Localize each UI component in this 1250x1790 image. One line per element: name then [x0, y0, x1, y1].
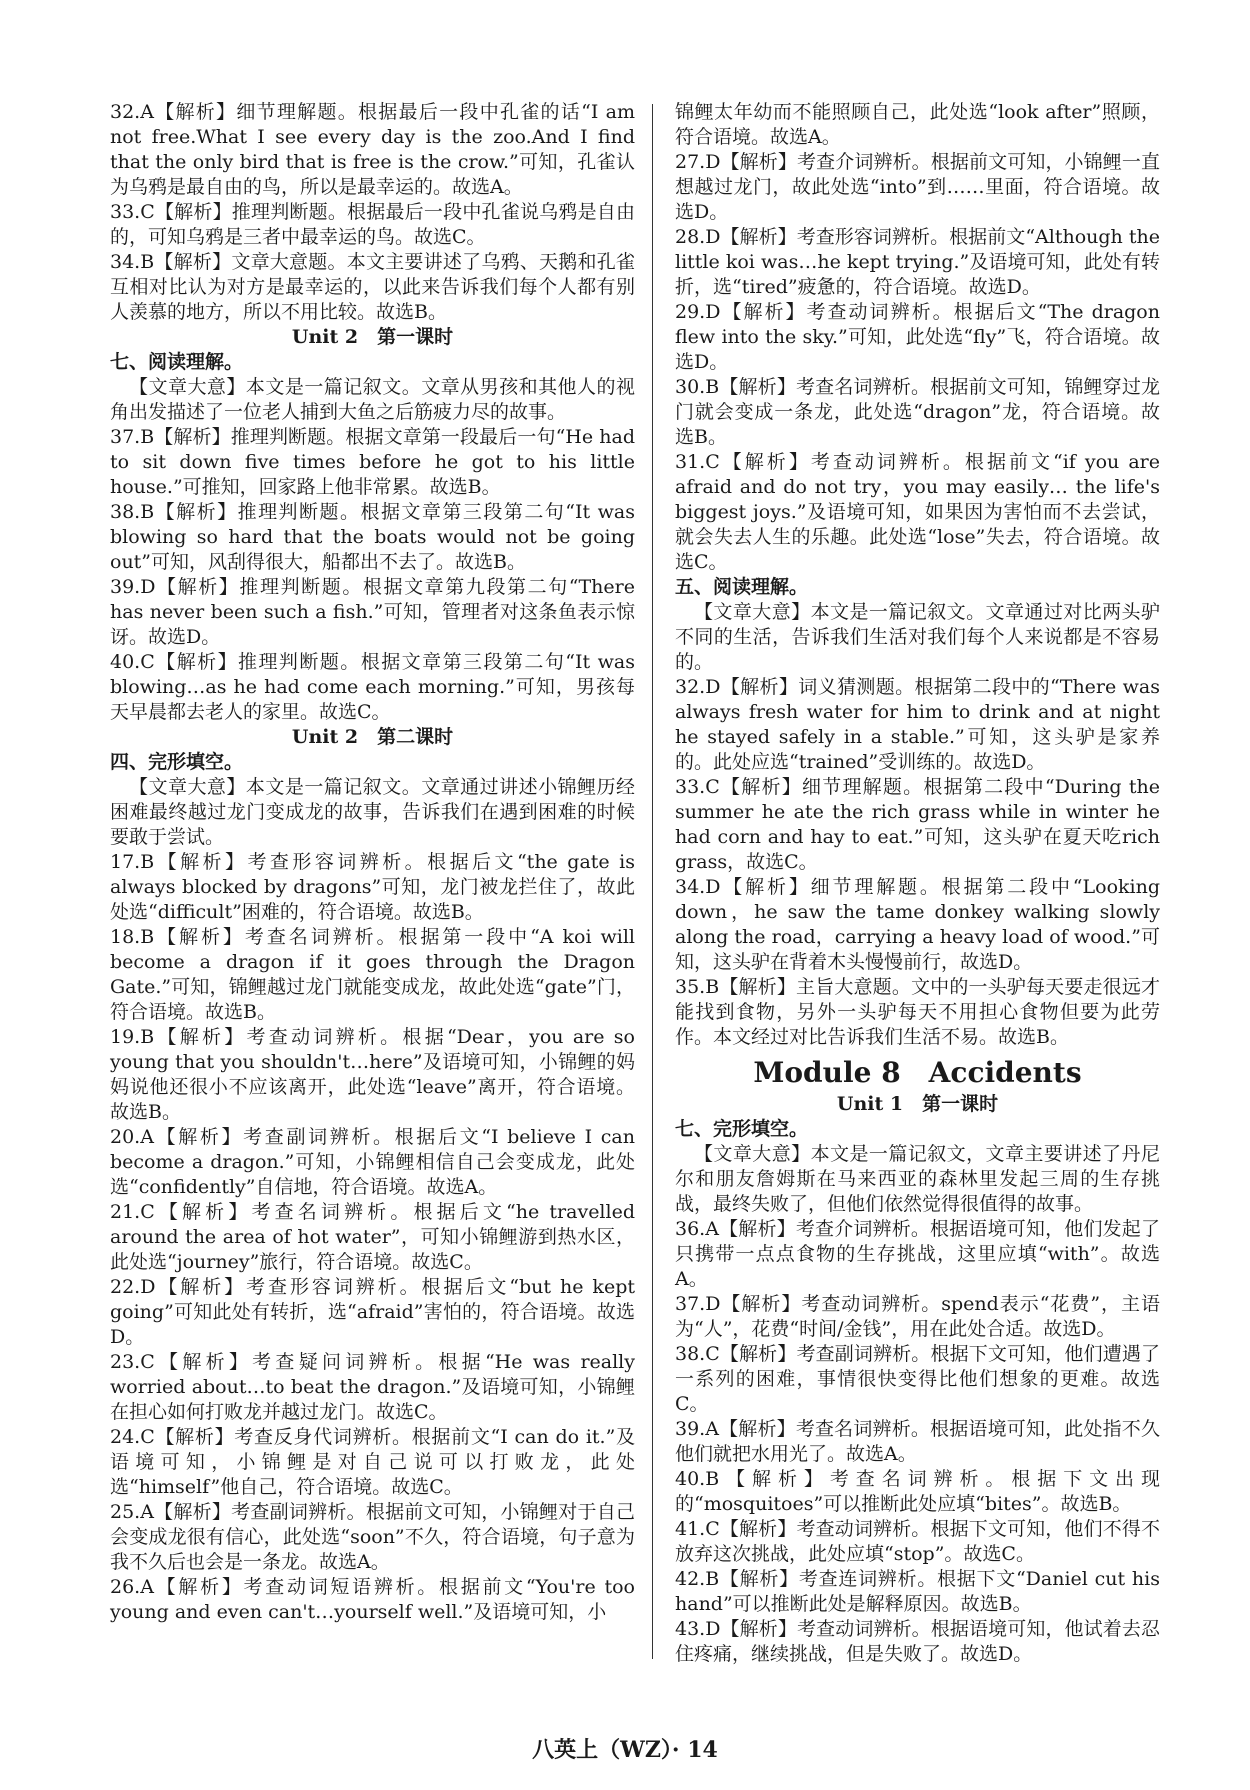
answer-item: 32.A【解析】细节理解题。根据最后一段中孔雀的话“I am not free.What I see every day is the zoo.And I find that the only bird that is free is the crow.”可知，孔雀认为乌鸦是最自由的鸟，所以是最幸运的。故选A。 [110, 101, 635, 198]
answer-item: 23.C【解析】考查疑问词辨析。根据“He was really worried about…to beat the dragon.”及语境可知，小锦鲤在担心如何打败龙并越过龙门。故选C。 [110, 1351, 635, 1423]
answer-item: 18.B【解析】考查名词辨析。根据第一段中“A koi will become a dragon if it goes through the Dragon Gate.”可知，锦鲤越过龙门就能变成龙，故此处选“gate”门，符合语境。故选B。 [110, 926, 635, 1023]
answer-item: 42.B【解析】考查连词辨析。根据下文“Daniel cut his hand”可以推断此处是解释原因。故选B。 [675, 1568, 1160, 1615]
answer-item: 36.A【解析】考查介词辨析。根据语境可知，他们发起了只携带一点点食物的生存挑战，这里应填“with”。故选A。 [675, 1218, 1160, 1290]
answer-item: 30.B【解析】考查名词辨析。根据前文可知，锦鲤穿过龙门就会变成一条龙，此处选“dragon”龙，符合语境。故选B。 [675, 376, 1160, 448]
answer-item: 41.C【解析】考查动词辨析。根据下文可知，他们不得不放弃这次挑战，此处应填“stop”。故选C。 [675, 1518, 1160, 1565]
answer-item: 40.C【解析】推理判断题。根据文章第三段第二句“It was blowing…as he had come each morning.”可知，男孩每天早晨都去老人的家里。故选C。 [110, 651, 635, 723]
answer-item: 17.B【解析】考查形容词辨析。根据后文“the gate is always blocked by dragons”可知，龙门被龙拦住了，故此处选“difficult”困难的，符合语境。故选B。 [110, 851, 635, 923]
answer-item: 35.B【解析】主旨大意题。文中的一头驴每天要走很远才能找到食物，另外一头驴每天不用担心食物但要为此劳作。本文经过对比告诉我们生活不易。故选B。 [675, 976, 1160, 1048]
unit-heading: Unit 2 第一课时 [291, 326, 454, 348]
answer-item: 33.C【解析】推理判断题。根据最后一段中孔雀说乌鸦是自由的，可知乌鸦是三者中最幸运的鸟。故选C。 [110, 201, 635, 248]
unit-heading: Unit 1 第一课时 [836, 1093, 999, 1115]
answer-item: 27.D【解析】考查介词辨析。根据前文可知，小锦鲤一直想越过龙门，故此处选“into”到……里面，符合语境。故选D。 [675, 151, 1160, 223]
answer-item: 24.C【解析】考查反身代词辨析。根据前文“I can do it.”及语境可知，小锦鲤是对自己说可以打败龙，此处选“himself”他自己，符合语境。故选C。 [110, 1426, 635, 1498]
answer-item: 28.D【解析】考查形容词辨析。根据前文“Although the little koi was…he kept trying.”及语境可知，此处有转折，选“tired”疲惫的，符合语境。故选D。 [675, 226, 1160, 298]
answer-item: 38.C【解析】考查副词辨析。根据下文可知，他们遭遇了一系列的困难，事情很快变得比他们想象的更难。故选C。 [675, 1343, 1160, 1415]
answer-item: 39.A【解析】考查名词辨析。根据语境可知，此处指不久他们就把水用光了。故选A。 [675, 1418, 1160, 1465]
answer-item: 20.A【解析】考查副词辨析。根据后文“I believe I can become a dragon.”可知，小锦鲤相信自己会变成龙，此处选“confidently”自信地，符合语境。故选A。 [110, 1126, 635, 1198]
article-summary: 【文章大意】本文是一篇记叙文。文章通过讲述小锦鲤历经困难最终越过龙门变成龙的故事，告诉我们在遇到困难的时候要敢于尝试。 [110, 776, 635, 848]
module-title: Module 8 Accidents [753, 1056, 1082, 1089]
answer-item: 37.D【解析】考查动词辨析。spend表示“花费”，主语为“人”，花费“时间/金钱”，用在此处合适。故选D。 [675, 1293, 1160, 1340]
article-summary: 【文章大意】本文是一篇记叙文，文章主要讲述了丹尼尔和朋友詹姆斯在马来西亚的森林里发起三周的生存挑战，最终失败了，但他们依然觉得很值得的故事。 [675, 1143, 1160, 1215]
section-heading: 五、阅读理解。 [675, 576, 809, 598]
unit-heading: Unit 2 第二课时 [291, 726, 454, 748]
article-summary: 【文章大意】本文是一篇记叙文。文章通过对比两头驴不同的生活，告诉我们生活对我们每个人来说都是不容易的。 [675, 601, 1160, 673]
answer-item: 31.C【解析】考查动词辨析。根据前文“if you are afraid and do not try，you may easily… the life's biggest joys.”及语境可知，如果因为害怕而不去尝试，就会失去人生的乐趣。此处选“lose”失去，符合语境。故选C。 [675, 451, 1160, 573]
answer-item: 43.D【解析】考查动词辨析。根据语境可知，他试着去忍住疼痛，继续挑战，但是失败了。故选D。 [675, 1618, 1160, 1665]
answer-item: 21.C【解析】考查名词辨析。根据后文“he travelled around the area of hot water”，可知小锦鲤游到热水区，此处选“journey”旅行，符合语境。故选C。 [110, 1201, 635, 1273]
article-summary: 【文章大意】本文是一篇记叙文。文章从男孩和其他人的视角出发描述了一位老人捕到大鱼之后筋疲力尽的故事。 [110, 376, 635, 423]
answer-item: 19.B【解析】考查动词辨析。根据“Dear，you are so young that you shouldn't…here”及语境可知，小锦鲤的妈妈说他还很小不应该离开，此处选“leave”离开，符合语境。故选B。 [110, 1026, 635, 1123]
answer-item: 39.D【解析】推理判断题。根据文章第九段第二句“There has never been such a fish.”可知，管理者对这条鱼表示惊讶。故选D。 [110, 576, 635, 648]
section-heading: 七、完形填空。 [675, 1118, 809, 1140]
answer-item: 锦鲤太年幼而不能照顾自己，此处选“look after”照顾，符合语境。故选A。 [675, 101, 1160, 148]
answer-item: 25.A【解析】考查副词辨析。根据前文可知，小锦鲤对于自己会变成龙很有信心，此处选“soon”不久，符合语境，句子意为我不久后也会是一条龙。故选A。 [110, 1501, 635, 1573]
answer-item: 34.B【解析】文章大意题。本文主要讲述了乌鸦、天鹅和孔雀互相对比认为对方是最幸运的，以此来告诉我们每个人都有别人羡慕的地方，所以不用比较。故选B。 [110, 251, 635, 323]
left-column [110, 100, 635, 1625]
answer-item: 26.A【解析】考查动词短语辨析。根据前文“You're too young and even can't…yourself well.”及语境可知，小 [110, 1576, 635, 1623]
answer-item: 33.C【解析】细节理解题。根据第二段中“During the summer he ate the rich grass while in winter he had corn and hay to eat.”可知，这头驴在夏天吃rich grass，故选C。 [675, 776, 1160, 873]
section-heading: 四、完形填空。 [110, 751, 244, 773]
answer-item: 38.B【解析】推理判断题。根据文章第三段第二句“It was blowing so hard that the boats would not be going out”可知，风刮得很大，船都出不去了。故选B。 [110, 501, 635, 573]
answer-item: 29.D【解析】考查动词辨析。根据后文“The dragon flew into the sky.”可知，此处选“fly”飞，符合语境。故选D。 [675, 301, 1160, 373]
answer-item: 34.D【解析】细节理解题。根据第二段中“Looking down，he saw the tame donkey walking slowly along the road，carrying a heavy load of wood.”可知，这头驴在背着木头慢慢前行，故选D。 [675, 876, 1160, 973]
column-divider [652, 104, 653, 1659]
answer-item: 37.B【解析】推理判断题。根据文章第一段最后一句“He had to sit down five times before he got to his little house.”可推知，回家路上他非常累。故选B。 [110, 426, 635, 498]
right-column [675, 100, 1160, 1667]
section-heading: 七、阅读理解。 [110, 351, 244, 373]
answer-item: 32.D【解析】词义猜测题。根据第二段中的“There was always fresh water for him to drink and at night he stayed safely in a stable.”可知，这头驴是家养的。此处应选“trained”受训练的。故选D。 [675, 676, 1160, 773]
answer-item: 40.B【解析】考查名词辨析。根据下文出现的“mosquitoes”可以推断此处应填“bites”。故选B。 [675, 1468, 1160, 1515]
page-footer: 八英上（WZ）· 14 [532, 1737, 718, 1763]
answer-item: 22.D【解析】考查形容词辨析。根据后文“but he kept going”可知此处有转折，选“afraid”害怕的，符合语境。故选D。 [110, 1276, 635, 1348]
